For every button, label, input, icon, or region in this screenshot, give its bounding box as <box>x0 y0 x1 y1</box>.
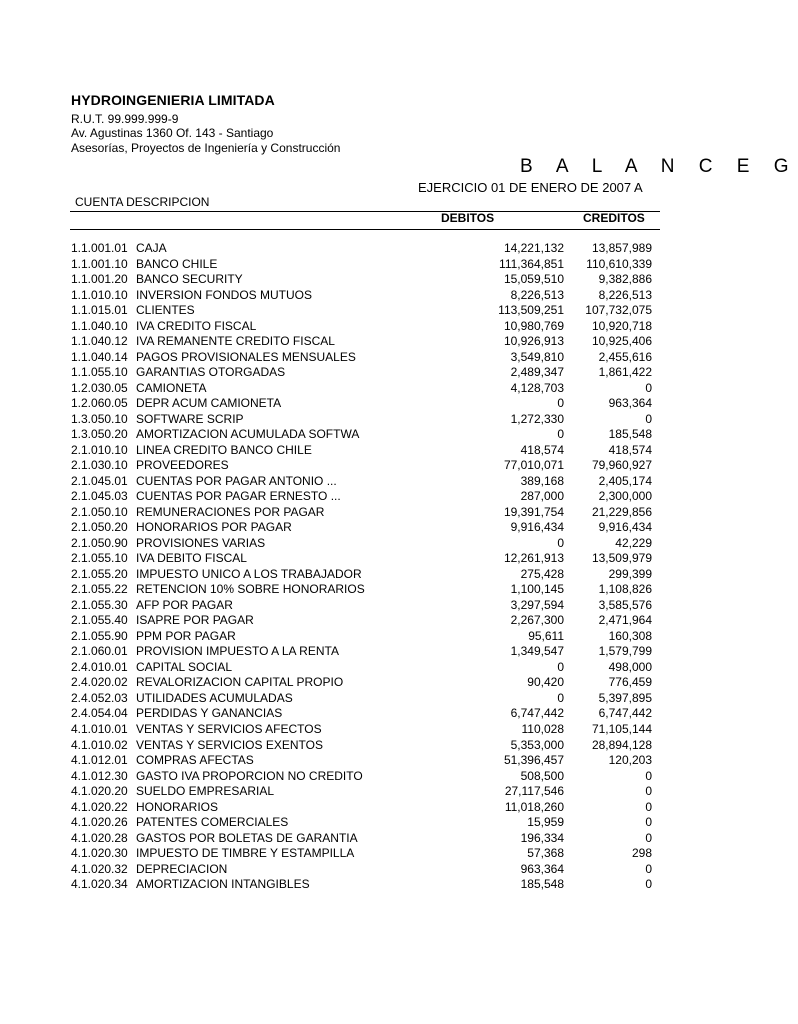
account-description: VENTAS Y SERVICIOS EXENTOS <box>136 737 323 752</box>
credit-amount: 776,459 <box>608 675 652 690</box>
account-code: 2.1.045.03 <box>71 489 128 504</box>
table-row <box>0 769 660 785</box>
table-row <box>0 365 660 381</box>
credit-amount: 185,548 <box>608 427 652 442</box>
debit-amount: 508,500 <box>520 768 564 783</box>
table-row <box>0 334 660 350</box>
account-code: 2.1.045.01 <box>71 473 128 488</box>
account-description: PROVISIONES VARIAS <box>136 535 266 550</box>
account-code: 2.1.055.22 <box>71 582 128 597</box>
table-row <box>0 846 660 862</box>
debit-amount: 15,959 <box>527 815 564 830</box>
table-row <box>0 241 660 257</box>
credit-amount: 0 <box>645 380 652 395</box>
account-code: 4.1.020.34 <box>71 877 128 892</box>
credit-amount: 79,960,927 <box>591 458 652 473</box>
table-row <box>0 706 660 722</box>
debit-amount: 27,117,546 <box>504 784 564 799</box>
table-row <box>0 288 660 304</box>
account-description: PAGOS PROVISIONALES MENSUALES <box>136 349 356 364</box>
account-code: 4.1.020.20 <box>71 784 128 799</box>
account-code: 1.2.060.05 <box>71 396 128 411</box>
debit-amount: 9,916,434 <box>510 520 564 535</box>
credit-amount: 299,399 <box>608 566 652 581</box>
account-description: RETENCION 10% SOBRE HONORARIOS <box>136 582 365 597</box>
credit-amount: 42,229 <box>615 535 652 550</box>
credit-amount: 963,364 <box>608 396 652 411</box>
account-rows <box>0 241 660 893</box>
account-code: 1.1.015.01 <box>71 303 128 318</box>
debit-amount: 2,489,347 <box>510 365 564 380</box>
debit-amount: 12,261,913 <box>503 551 564 566</box>
debit-amount: 1,272,330 <box>510 411 564 426</box>
credit-amount: 1,861,422 <box>598 365 652 380</box>
account-code: 2.1.050.10 <box>71 504 128 519</box>
debit-amount: 14,221,132 <box>503 241 564 255</box>
account-code: 4.1.010.02 <box>71 737 128 752</box>
credit-amount: 3,585,576 <box>598 597 652 612</box>
account-description: PROVEEDORES <box>136 458 229 473</box>
account-description: INVERSION FONDOS MUTUOS <box>136 287 313 302</box>
header-creditos: CREDITOS <box>583 211 645 225</box>
table-row <box>0 520 660 536</box>
table-row <box>0 272 660 288</box>
table-row <box>0 613 660 629</box>
account-description: BANCO CHILE <box>136 256 218 271</box>
debit-amount: 2,267,300 <box>510 613 564 628</box>
account-description: REMUNERACIONES POR PAGAR <box>136 504 325 519</box>
account-description: CAJA <box>136 241 167 255</box>
account-code: 1.3.050.20 <box>71 427 128 442</box>
account-code: 4.1.020.32 <box>71 861 128 876</box>
account-description: SOFTWARE SCRIP <box>136 411 244 426</box>
debit-amount: 287,000 <box>520 489 564 504</box>
table-row <box>0 784 660 800</box>
account-code: 2.1.050.20 <box>71 520 128 535</box>
account-description: CAMIONETA <box>136 380 207 395</box>
credit-amount: 0 <box>645 784 652 799</box>
credit-amount: 9,916,434 <box>598 520 652 535</box>
credit-amount: 2,405,174 <box>598 473 652 488</box>
account-description: IVA REMANENTE CREDITO FISCAL <box>136 334 335 349</box>
debit-amount: 963,364 <box>520 861 564 876</box>
account-description: DEPR ACUM CAMIONETA <box>136 396 282 411</box>
account-code: 1.1.001.20 <box>71 272 128 287</box>
credit-amount: 298 <box>631 846 652 861</box>
account-code: 4.1.010.01 <box>71 721 128 736</box>
table-row <box>0 862 660 878</box>
credit-amount: 1,579,799 <box>598 644 652 659</box>
credit-amount: 10,925,406 <box>591 334 652 349</box>
account-code: 2.1.055.90 <box>71 628 128 643</box>
table-row <box>0 738 660 754</box>
debit-amount: 1,100,145 <box>510 582 564 597</box>
account-code: 1.1.001.10 <box>71 256 128 271</box>
debit-amount: 19,391,754 <box>503 504 564 519</box>
account-code: 4.1.020.22 <box>71 799 128 814</box>
account-code: 2.4.010.01 <box>71 659 128 674</box>
debit-amount: 11,018,260 <box>504 799 564 814</box>
table-row <box>0 257 660 273</box>
debit-amount: 3,297,594 <box>510 597 564 612</box>
table-row <box>0 489 660 505</box>
account-description: IVA CREDITO FISCAL <box>136 318 257 333</box>
table-row <box>0 800 660 816</box>
table-row <box>0 536 660 552</box>
debit-amount: 196,334 <box>520 830 564 845</box>
account-code: 2.1.055.30 <box>71 597 128 612</box>
account-description: GARANTIAS OTORGADAS <box>136 365 286 380</box>
table-row <box>0 412 660 428</box>
header-bottom-rule <box>70 229 660 230</box>
account-description: SUELDO EMPRESARIAL <box>136 784 275 799</box>
account-description: PERDIDAS Y GANANCIAS <box>136 706 283 721</box>
credit-amount: 6,747,442 <box>598 706 652 721</box>
table-row <box>0 753 660 769</box>
table-row <box>0 458 660 474</box>
account-description: PROVISION IMPUESTO A LA RENTA <box>136 644 339 659</box>
credit-amount: 1,108,826 <box>598 582 652 597</box>
account-description: COMPRAS AFECTAS <box>136 753 254 768</box>
credit-amount: 2,300,000 <box>598 489 652 504</box>
debit-amount: 8,226,513 <box>510 287 564 302</box>
account-description: HONORARIOS POR PAGAR <box>136 520 292 535</box>
credit-amount: 0 <box>645 411 652 426</box>
debit-amount: 1,349,547 <box>510 644 564 659</box>
account-code: 1.3.050.10 <box>71 411 128 426</box>
table-row <box>0 582 660 598</box>
table-row <box>0 644 660 660</box>
debit-amount: 95,611 <box>528 628 564 643</box>
account-description: CUENTAS POR PAGAR ANTONIO ... <box>136 473 337 488</box>
account-code: 1.1.040.12 <box>71 334 128 349</box>
account-description: IVA DEBITO FISCAL <box>136 551 247 566</box>
debit-amount: 275,428 <box>520 566 564 581</box>
debit-amount: 0 <box>557 659 564 674</box>
account-code: 2.1.055.10 <box>71 551 128 566</box>
account-code: 2.4.054.04 <box>71 706 128 721</box>
debit-amount: 0 <box>557 396 564 411</box>
table-row <box>0 381 660 397</box>
account-description: ISAPRE POR PAGAR <box>136 613 254 628</box>
header-top-rule <box>70 211 660 212</box>
table-row <box>0 691 660 707</box>
account-code: 4.1.012.01 <box>71 753 128 768</box>
credit-amount: 10,920,718 <box>591 318 652 333</box>
account-description: BANCO SECURITY <box>136 272 243 287</box>
account-description: GASTOS POR BOLETAS DE GARANTIA <box>136 830 358 845</box>
table-row <box>0 303 660 319</box>
table-row <box>0 722 660 738</box>
credit-amount: 107,732,075 <box>585 303 652 318</box>
account-code: 2.4.052.03 <box>71 690 128 705</box>
account-code: 2.1.060.01 <box>71 644 128 659</box>
account-description: CUENTAS POR PAGAR ERNESTO ... <box>136 489 341 504</box>
account-description: AMORTIZACION ACUMULADA SOFTWA <box>136 427 360 442</box>
debit-amount: 0 <box>557 427 564 442</box>
account-code: 1.1.010.10 <box>71 287 128 302</box>
account-description: IMPUESTO UNICO A LOS TRABAJADOR <box>136 566 362 581</box>
account-code: 1.1.001.01 <box>71 241 128 255</box>
account-description: CAPITAL SOCIAL <box>136 659 233 674</box>
debit-amount: 15,059,510 <box>503 272 564 287</box>
table-row <box>0 598 660 614</box>
credit-amount: 71,105,144 <box>591 721 652 736</box>
company-name: HYDROINGENIERIA LIMITADA <box>71 92 275 108</box>
table-row <box>0 831 660 847</box>
credit-amount: 120,203 <box>608 753 652 768</box>
debit-amount: 5,353,000 <box>510 737 564 752</box>
debit-amount: 57,368 <box>527 846 564 861</box>
account-description: AFP POR PAGAR <box>136 597 233 612</box>
account-description: REVALORIZACION CAPITAL PROPIO <box>136 675 344 690</box>
account-description: DEPRECIACION <box>136 861 228 876</box>
credit-amount: 5,397,895 <box>598 690 652 705</box>
debit-amount: 111,364,851 <box>499 256 564 271</box>
debit-amount: 110,028 <box>521 721 564 736</box>
credit-amount: 0 <box>645 815 652 830</box>
debit-amount: 185,548 <box>520 877 564 892</box>
account-description: CLIENTES <box>136 303 195 318</box>
account-code: 2.4.020.02 <box>71 675 128 690</box>
account-code: 2.1.055.20 <box>71 566 128 581</box>
account-description: PPM POR PAGAR <box>136 628 236 643</box>
credit-amount: 28,894,128 <box>591 737 652 752</box>
table-row <box>0 427 660 443</box>
table-row <box>0 567 660 583</box>
credit-amount: 498,000 <box>608 659 652 674</box>
account-code: 4.1.020.26 <box>71 815 128 830</box>
account-description: UTILIDADES ACUMULADAS <box>136 690 293 705</box>
credit-amount: 2,471,964 <box>598 613 652 628</box>
debit-amount: 4,128,703 <box>510 380 564 395</box>
header-debitos: DEBITOS <box>441 211 495 225</box>
table-row <box>0 474 660 490</box>
debit-amount: 6,747,442 <box>510 706 564 721</box>
account-code: 2.1.050.90 <box>71 535 128 550</box>
account-description: VENTAS Y SERVICIOS AFECTOS <box>136 721 322 736</box>
table-row <box>0 675 660 691</box>
credit-amount: 0 <box>645 768 652 783</box>
credit-amount: 0 <box>645 877 652 892</box>
company-rut: R.U.T. 99.999.999-9 <box>71 112 179 126</box>
account-code: 2.1.055.40 <box>71 613 128 628</box>
account-description: HONORARIOS <box>136 799 219 814</box>
credit-amount: 21,229,856 <box>591 504 652 519</box>
debit-amount: 0 <box>557 690 564 705</box>
account-description: PATENTES COMERCIALES <box>136 815 289 830</box>
table-row <box>0 396 660 412</box>
debit-amount: 418,574 <box>520 442 564 457</box>
account-code: 2.1.030.10 <box>71 458 128 473</box>
table-row <box>0 505 660 521</box>
account-code: 4.1.012.30 <box>71 768 128 783</box>
account-code: 1.1.040.10 <box>71 318 128 333</box>
company-activity: Asesorías, Proyectos de Ingeniería y Construcción <box>71 141 341 155</box>
debit-amount: 51,396,457 <box>503 753 564 768</box>
account-code: 4.1.020.28 <box>71 830 128 845</box>
table-row <box>0 443 660 459</box>
table-row <box>0 815 660 831</box>
header-cuenta-descripcion: CUENTA DESCRIPCION <box>75 195 210 209</box>
credit-amount: 0 <box>645 861 652 876</box>
credit-amount: 110,610,339 <box>586 256 652 271</box>
debit-amount: 389,168 <box>520 473 564 488</box>
report-period: EJERCICIO 01 DE ENERO DE 2007 A <box>418 180 643 195</box>
account-description: GASTO IVA PROPORCION NO CREDITO <box>136 768 363 783</box>
credit-amount: 13,509,979 <box>591 551 652 566</box>
table-row <box>0 319 660 335</box>
credit-amount: 0 <box>645 830 652 845</box>
table-row <box>0 629 660 645</box>
account-description: IMPUESTO DE TIMBRE Y ESTAMPILLA <box>136 846 355 861</box>
account-code: 1.1.040.14 <box>71 349 128 364</box>
credit-amount: 0 <box>645 799 652 814</box>
account-code: 1.1.055.10 <box>71 365 128 380</box>
account-description: AMORTIZACION INTANGIBLES <box>136 877 310 892</box>
table-row <box>0 350 660 366</box>
debit-amount: 10,926,913 <box>503 334 564 349</box>
credit-amount: 160,308 <box>608 628 652 643</box>
debit-amount: 3,549,810 <box>510 349 564 364</box>
table-row <box>0 551 660 567</box>
debit-amount: 90,420 <box>527 675 564 690</box>
debit-amount: 10,980,769 <box>503 318 564 333</box>
account-code: 4.1.020.30 <box>71 846 128 861</box>
account-code: 2.1.010.10 <box>71 442 128 457</box>
credit-amount: 13,857,989 <box>591 241 652 255</box>
credit-amount: 9,382,886 <box>598 272 652 287</box>
table-row <box>0 660 660 676</box>
debit-amount: 113,509,251 <box>498 303 564 318</box>
report-title: B A L A N C E G <box>520 156 798 177</box>
credit-amount: 8,226,513 <box>598 287 652 302</box>
account-description: LINEA CREDITO BANCO CHILE <box>136 442 312 457</box>
credit-amount: 418,574 <box>608 442 652 457</box>
debit-amount: 0 <box>557 535 564 550</box>
debit-amount: 77,010,071 <box>503 458 564 473</box>
table-row <box>0 877 660 893</box>
credit-amount: 2,455,616 <box>598 349 652 364</box>
company-address: Av. Agustinas 1360 Of. 143 - Santiago <box>71 126 274 140</box>
account-code: 1.2.030.05 <box>71 380 128 395</box>
